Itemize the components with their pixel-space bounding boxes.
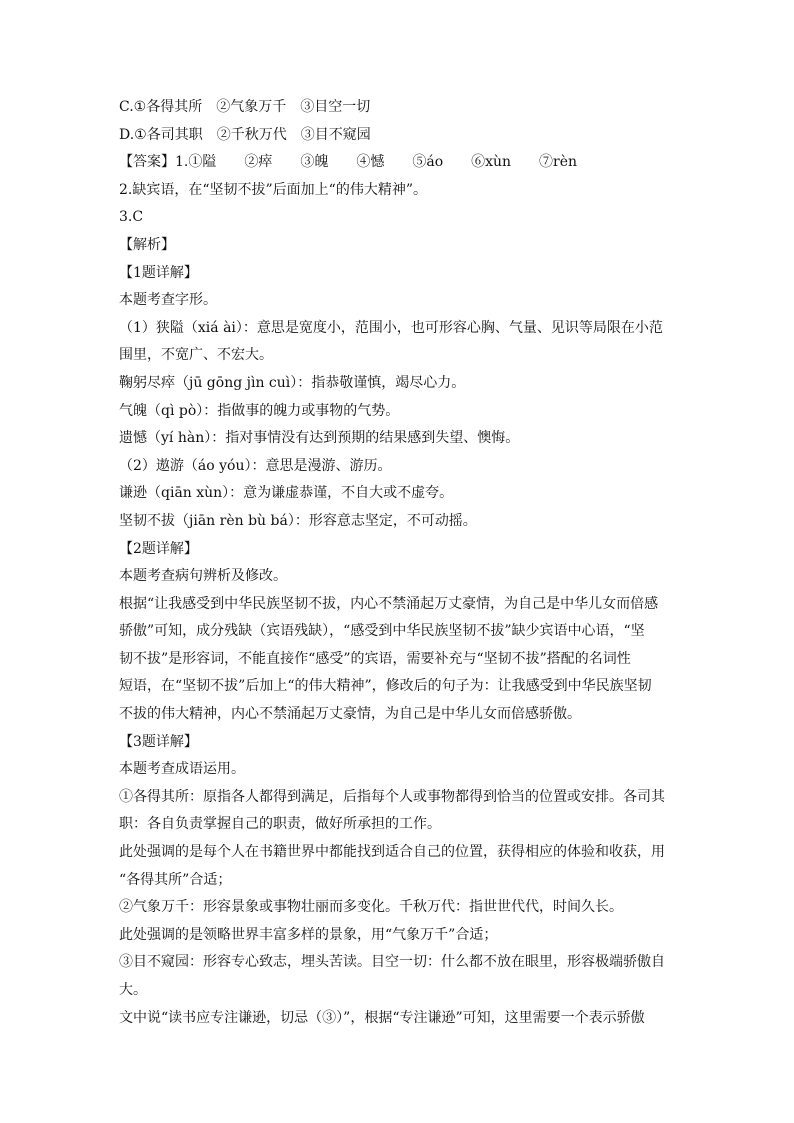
q1-line-6: （2）遨游（áo yóu）：意思是漫游、游历。 [119, 457, 392, 474]
q3-line-2: 职：各自负责掌握自己的职责，做好所承担的工作。 [119, 816, 441, 833]
q1-line-3: 鞠躬尽瘁（jū gōng jìn cuì）：指恭敬谨慎，竭尽心力。 [119, 374, 466, 391]
analysis-heading: 【解析】 [119, 236, 175, 253]
q3-line-7: ③目不窥园：形容专心致志，埋头苦读。目空一切：什么都不放在眼里，形容极端骄傲自 [119, 954, 665, 971]
q2-line-4: 短语，在“坚韧不拔”后加上“的伟大精神”，修改后的句子为：让我感受到中华民族坚韧 [119, 678, 652, 695]
q1-heading: 【1题详解】 [119, 264, 198, 281]
answer-2: 2.缺宾语，在“坚韧不拔”后面加上“的伟大精神”。 [119, 181, 427, 198]
q3-line-9: 文中说“读书应专注谦逊，切忌（③）”，根据“专注谦逊”可知，这里需要一个表示骄傲 [119, 1009, 645, 1026]
q2-line-5: 不拔的伟大精神，内心不禁涌起万丈豪情，为自己是中华儿女而倍感骄傲。 [119, 706, 581, 723]
q1-line-7: 谦逊（qiān xùn）：意为谦虚恭谨，不自大或不虚夸。 [119, 485, 454, 502]
q1-topic: 本题考查字形。 [119, 292, 217, 309]
q3-line-6: 此处强调的是领略世界丰富多样的景象，用“气象万千”合适； [119, 926, 498, 943]
q2-line-2: 骄傲”可知，成分残缺（宾语残缺），“感受到中华民族坚韧不拔”缺少宾语中心语，“坚 [119, 623, 645, 640]
q3-line-4: “各得其所”合适； [119, 871, 232, 888]
answer-3: 3.C [119, 209, 144, 226]
q2-line-1: 根据“让我感受到中华民族坚韧不拔，内心不禁涌起万丈豪情，为自己是中华儿女而倍感 [119, 595, 659, 612]
q1-line-4: 气魄（qì pò）：指做事的魄力或事物的气势。 [119, 402, 400, 419]
option-d: D.①各司其职 ②千秋万代 ③目不窥园 [119, 126, 371, 143]
q1-line-5: 遗憾（yí hàn）：指对事情没有达到预期的结果感到失望、懊悔。 [119, 430, 520, 447]
q3-topic: 本题考查成语运用。 [119, 761, 245, 778]
q2-line-3: 韧不拔”是形容词，不能直接作“感受”的宾语，需要补充与“坚韧不拔”搭配的名词性 [119, 650, 631, 667]
q2-topic: 本题考查病句辨析及修改。 [119, 568, 287, 585]
q1-line-2: 围里，不宽广、不宏大。 [119, 347, 273, 364]
q2-heading: 【2题详解】 [119, 540, 198, 557]
q3-heading: 【3题详解】 [119, 733, 198, 750]
q3-line-5: ②气象万千：形容景象或事物壮丽而多变化。千秋万代：指世世代代，时间久长。 [119, 899, 623, 916]
q3-line-3: 此处强调的是每个人在书籍世界中都能找到适合自己的位置，获得相应的体验和收获，用 [119, 844, 665, 861]
q1-line-1: （1）狭隘（xiá ài）：意思是宽度小，范围小，也可形容心胸、气量、见识等局限在小范 [119, 319, 663, 336]
answer-document [119, 94, 679, 1032]
option-c: C.①各得其所 ②气象万千 ③目空一切 [119, 99, 371, 115]
answer-line: 【答案】1.①隘 ②瘁 ③魄 ④憾 ⑤áo ⑥xùn ⑦rèn [119, 154, 578, 171]
q3-line-1: ①各得其所：原指各人都得到满足，后指每个人或事物都得到恰当的位置或安排。各司其 [119, 788, 665, 805]
q1-line-8: 坚韧不拔（jiān rèn bù bá）：形容意志坚定，不可动摇。 [119, 512, 477, 529]
q3-line-8: 大。 [119, 982, 147, 998]
